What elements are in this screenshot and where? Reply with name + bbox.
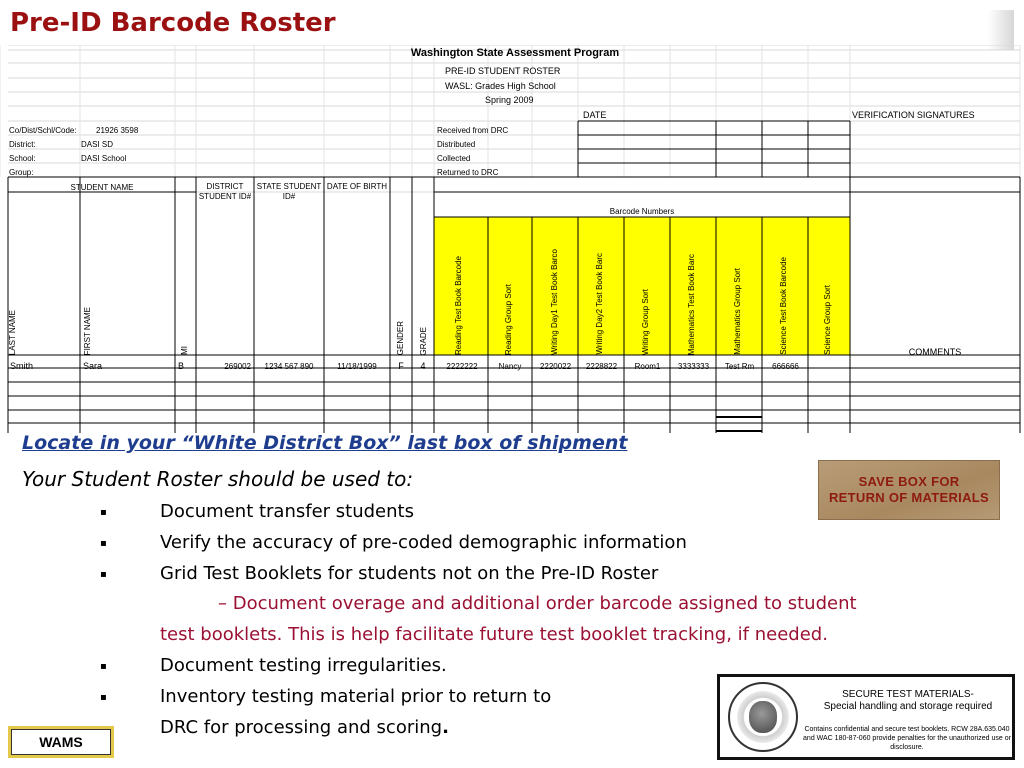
student-grade: 4 [420,361,426,371]
pre-id-roster-spreadsheet [0,45,1024,435]
last-name-header: LAST NAME [8,309,17,355]
bullet-marker: ▪ [100,538,107,549]
intro-text: Your Student Roster should be used to: [22,467,414,491]
barcode-column-header: Science Test Book Barcode [779,257,788,355]
first-name-header: FIRST NAME [83,306,92,355]
student-barcode-value: Nancy [498,362,522,371]
slide-title: Pre-ID Barcode Roster [10,8,336,38]
bullet-item: Document testing irregularities. [160,655,447,676]
barcode-column-header: Mathematics Test Book Barc [687,253,696,355]
secure-subtitle: Special handling and storage required [823,701,993,712]
gender-header: GENDER [396,320,405,355]
state-id-header: STATE STUDENT ID# [256,182,322,201]
status-row-label: Distributed [437,140,476,149]
secure-materials-label [717,674,1015,760]
bullet-marker: ▪ [100,692,107,703]
bullet-continuation: DRC for processing and scoring. [160,717,449,738]
program-title: Washington State Assessment Program [410,48,620,59]
bullet-marker: ▪ [100,569,107,580]
roster-title-line: PRE-ID STUDENT ROSTER [445,66,561,76]
student-barcode-value: Room1 [634,362,661,371]
barcode-column-header: Writing Day2 Test Book Barc [595,253,604,355]
barcode-column-header: Reading Group Sort [504,283,513,355]
mi-header: MI [180,346,189,355]
save-box-line: RETURN OF MATERIALS [828,490,989,505]
info-label: School: [9,154,36,163]
student-mi: B [178,361,185,371]
bullet-item: Grid Test Booklets for students not on the Pre-ID Roster [160,563,659,584]
sub-bullet-line: test booklets. This is help facilitate future test booklet tracking, if needed. [160,624,828,645]
sub-bullet-line: – Document overage and additional order barcode assigned to student [218,593,857,614]
wams-label: WAMS [11,729,111,755]
secure-heading [808,689,1008,713]
info-label: District: [9,140,36,149]
student-barcode-value: 2228822 [585,362,618,371]
student-name-header: STUDENT NAME [70,183,134,192]
info-value: 21926 3598 [96,126,139,135]
barcode-column-header: Science Group Sort [823,285,832,355]
wams-badge [8,726,114,758]
barcode-column-header: Reading Test Book Barcode [454,255,463,355]
date-of-birth-header: DATE OF BIRTH [326,182,388,191]
student-first-name: Sara [83,361,103,371]
status-row-label: Received from DRC [437,126,509,135]
save-box-line: SAVE BOX FOR [858,474,960,489]
roster-title-line: Spring 2009 [485,95,534,105]
comments-header: COMMENTS [908,347,962,357]
student-gender: F [398,361,404,371]
student-barcode-value: 3333333 [677,362,710,371]
info-label: Co/Dist/Schl/Code: [9,126,77,135]
bullet-marker: ▪ [100,661,107,672]
student-district-id: 269002 [224,362,251,371]
info-label: Group: [9,168,34,177]
grade-header: GRADE [419,326,428,355]
save-box-stamp [818,460,1000,520]
bullet-item: Inventory testing material prior to return to [160,686,552,707]
secure-title: SECURE TEST MATERIALS- [842,689,974,700]
status-row-label: Returned to DRC [437,168,499,177]
barcode-column-header: Writing Group Sort [641,288,650,355]
district-id-header: DISTRICT STUDENT ID# [198,182,252,201]
corner-decoration [988,10,1014,50]
barcode-column-header: Writing Day1 Test Book Barco [550,249,559,355]
roster-title-line: WASL: Grades High School [445,81,556,91]
student-state-id: 1234 567 890 [264,362,314,371]
student-barcode-value: 666666 [772,362,799,371]
barcode-column-header: Mathematics Group Sort [733,268,742,355]
barcode-numbers-header: Barcode Numbers [609,207,675,216]
locate-heading: Locate in your “White District Box” last box of shipment [22,432,628,454]
state-seal-icon [728,682,798,752]
date-header: DATE [583,110,607,120]
bullet-item: Document transfer students [160,501,414,522]
bullet-marker: ▪ [100,507,107,518]
student-barcode-value: Test Rm [724,362,755,371]
student-barcode-value: 2222222 [446,362,478,371]
bullet-item: Verify the accuracy of pre-coded demographic information [160,532,687,553]
student-dob: 11/18/1999 [337,362,377,371]
verification-header: VERIFICATION SIGNATURES [852,110,975,120]
secure-note: Contains confidential and secure test booklets. RCW 28A.635.040 and WAC 180-87-060 provide penalties for the unauthorized use or disclosure. [803,726,1011,751]
status-row-label: Collected [437,154,471,163]
info-value: DASI School [81,154,127,163]
student-barcode-value: 2220022 [539,362,572,371]
info-value: DASI SD [81,140,114,149]
student-last-name: Smith [10,361,34,371]
